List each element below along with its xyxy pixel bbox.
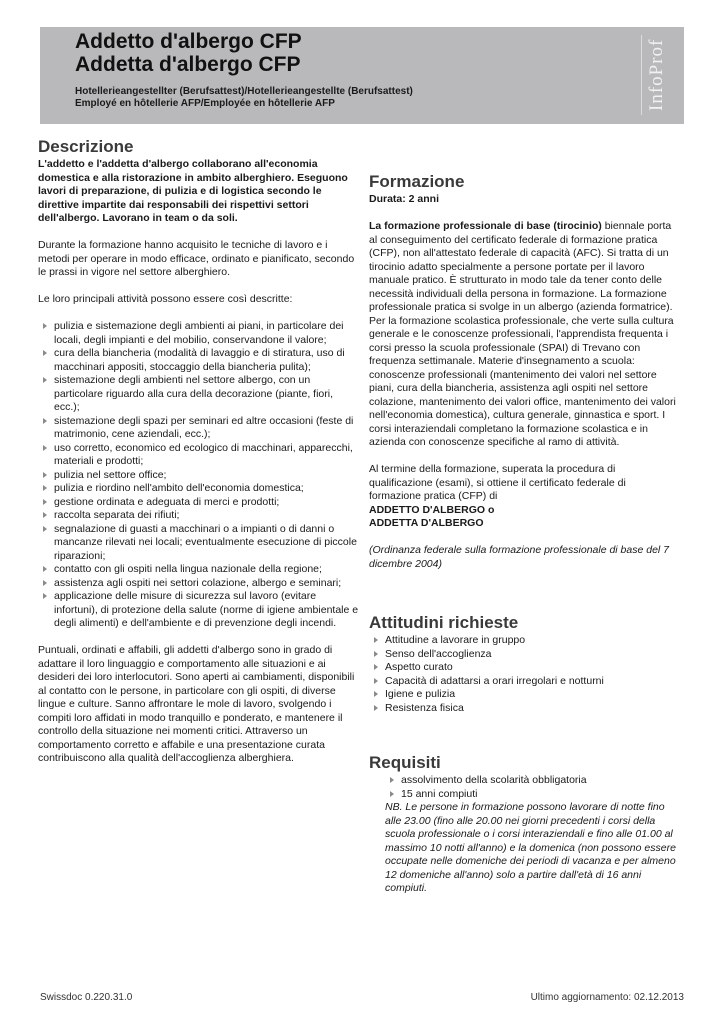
- document-id: Swissdoc 0.220.31.0: [40, 992, 133, 1003]
- formazione-heading: Formazione: [369, 172, 465, 191]
- list-item: Attitudine a lavorare in gruppo: [369, 634, 679, 648]
- formazione-paragraph-2: Al termine della formazione, superata la procedura di qualificazione (esami), si ottiene il certificato federale di formazione pratica (CFP) di: [369, 463, 626, 502]
- list-item: cura della biancheria (modalità di lavaggio e di stiratura, uso di macchinari appositi, stoccaggio della biancheria pulita);: [38, 347, 360, 374]
- list-item: assistenza agli ospiti nei settori colazione, albergo e seminari;: [38, 577, 360, 591]
- certificate-line-2: ADDETTA D'ALBERGO: [369, 517, 484, 529]
- descrizione-paragraph-3: Puntuali, ordinati e affabili, gli addetti d'albergo sono in grado di adattare il loro linguaggio e comportamento alle situazioni e ai desideri dei loro interlocutori. Sono aperti ai cambiamenti, disponibili al contatto con le persone, in particolare con gli ospiti, di diverse lingue e culture. Sanno affrontare le mole di lavoro, svolgendo i compiti loro affidati in modo tranquillo e ponderato, e mantenere il controllo della situazione nei momenti critici. Attraverso un comportamento corretto e affabile e una presentazione curata contribuiscono alla qualità dell'accoglienza alberghiera.: [38, 644, 355, 764]
- subtitle-line-2: Employé en hôtellerie AFP/Employée en hôtellerie AFP: [75, 97, 335, 109]
- ordinance-note: (Ordinanza federale sulla formazione professionale di base del 7 dicembre 2004): [369, 544, 670, 570]
- list-item: applicazione delle misure di sicurezza sul lavoro (evitare infortuni), di protezione della salute (norme di igiene ambientale e degli alimenti) e dell'ambiente e di prevenzione degli incendi.: [38, 590, 360, 631]
- requisiti-list: [369, 774, 679, 801]
- requisiti-note: NB. Le persone in formazione possono lavorare di notte fino alle 23.00 (fino alle 20.00 nei giorni precedenti i corsi della scuola professionale o i corsi interaziendali e fino alle 01.00 al massimo 10 notti all'anno) e la domenica (non possono essere occupate nelle domeniche dei periodi di vacanza e per almeno 12 domeniche all'anno) solo a partire dall'età di 16 anni compiuti.: [385, 801, 676, 894]
- list-item: Aspetto curato: [369, 661, 679, 675]
- infoprof-logo: InfoProf: [646, 38, 667, 112]
- list-item: Capacità di adattarsi a orari irregolari e notturni: [369, 675, 679, 689]
- right-column: [369, 171, 679, 896]
- list-item: Igiene e pulizia: [369, 688, 679, 702]
- list-item: raccolta separata dei rifiuti;: [38, 509, 360, 523]
- left-column: [38, 136, 360, 766]
- certificate-line-1: ADDETTO D'ALBERGO o: [369, 503, 495, 516]
- page-header: [40, 27, 684, 124]
- list-item: pulizia nel settore office;: [38, 469, 360, 483]
- list-item: Resistenza fisica: [369, 702, 679, 716]
- title-line-2: Addetta d'albergo CFP: [75, 53, 301, 76]
- list-item: sistemazione degli spazi per seminari ed altre occasioni (feste di matrimonio, cene aziendali, ecc.);: [38, 415, 360, 442]
- subtitle-line-1: Hotellerieangestellter (Berufsattest)/Hotellerieangestellte (Berufsattest): [75, 86, 413, 97]
- activities-list: [38, 320, 360, 631]
- attitudini-heading: Attitudini richieste: [369, 613, 519, 632]
- list-item: pulizia e riordino nell'ambito dell'economia domestica;: [38, 482, 360, 496]
- brand-divider: [641, 35, 642, 115]
- descrizione-paragraph-2: Le loro principali attività possono essere così descritte:: [38, 293, 293, 305]
- descrizione-paragraph-1: Durante la formazione hanno acquisito le tecniche di lavoro e i metodi per operare in modo efficace, ordinato e pianificato, secondo le prassi in vigore nel settore alberghiero.: [38, 239, 355, 278]
- formazione-duration: Durata: 2 anni: [369, 193, 440, 205]
- page-title: [75, 30, 302, 76]
- last-updated: Ultimo aggiornamento: 02.12.2013: [530, 992, 684, 1003]
- list-item: contatto con gli ospiti nella lingua nazionale della regione;: [38, 563, 360, 577]
- list-item: 15 anni compiuti: [385, 788, 679, 802]
- requisiti-heading: Requisiti: [369, 753, 441, 772]
- title-line-1: Addetto d'albergo CFP: [75, 30, 302, 53]
- page-subtitle: [75, 86, 413, 109]
- list-item: gestione ordinata e adeguata di merci e prodotti;: [38, 496, 360, 510]
- formazione-paragraph-1: [369, 220, 679, 450]
- list-item: segnalazione di guasti a macchinari o a impianti o di danni o mancanze rilevati nei locali; eventualmente esecuzione di piccole riparazioni;: [38, 523, 360, 564]
- descrizione-intro: L'addetto e l'addetta d'albergo collaborano all'economia domestica e alla ristorazione in ambito alberghiero. Eseguono lavori di preparazione, di pulizia e di logistica secondo le direttive impartite dai responsabili dei rispettivi settori dell'albergo. Lavorano in team o da soli.: [38, 158, 348, 224]
- descrizione-heading: Descrizione: [38, 137, 134, 156]
- list-item: assolvimento della scolarità obbligatoria: [385, 774, 679, 788]
- list-item: pulizia e sistemazione degli ambienti ai piani, in particolare dei locali, degli impianti e del mobilio, conservandone il valore;: [38, 320, 360, 347]
- list-item: uso corretto, economico ed ecologico di macchinari, apparecchi, materiali e prodotti;: [38, 442, 360, 469]
- formazione-paragraph-1-bold: La formazione professionale di base (tirocinio): [369, 220, 602, 232]
- list-item: Senso dell'accoglienza: [369, 648, 679, 662]
- formazione-paragraph-1-text: biennale porta al conseguimento del certificato federale di formazione pratica (CFP), non all'attestato federale di capacità (AFC). Si tratta di un tirocinio adatto specialmente a persone portate per il lavoro manuale pratico. È strutturato in modo tale da tener conto delle necessità individuali della persona in formazione. La formazione professionale pratica si svolge in un albergo (azienda formatrice). Per la formazione scolastica professionale, che verte sulla cultura generale e le conoscenze professionali, l'apprendista frequenta i corsi presso la scuola professionale (SPAI) di Trevano con frequenza settimanale. Materie d'insegnamento a scuola: conoscenze professionali (mantenimento dei valori nel settore piani, cura della biancheria, assistenza agli ospiti nel settore colazione, mantenimento dei valori office, mantenimento dei valori nell'economia domestica), cultura generale, ginnastica e sport. I corsi interaziendali completano la formazione scolastica e in azienda con conoscenze specifiche al ramo di attività.: [369, 220, 676, 448]
- attitudini-list: [369, 634, 679, 715]
- list-item: sistemazione degli ambienti nel settore albergo, con un particolare riguardo alla cura della decorazione (piante, fiori, ecc.);: [38, 374, 360, 415]
